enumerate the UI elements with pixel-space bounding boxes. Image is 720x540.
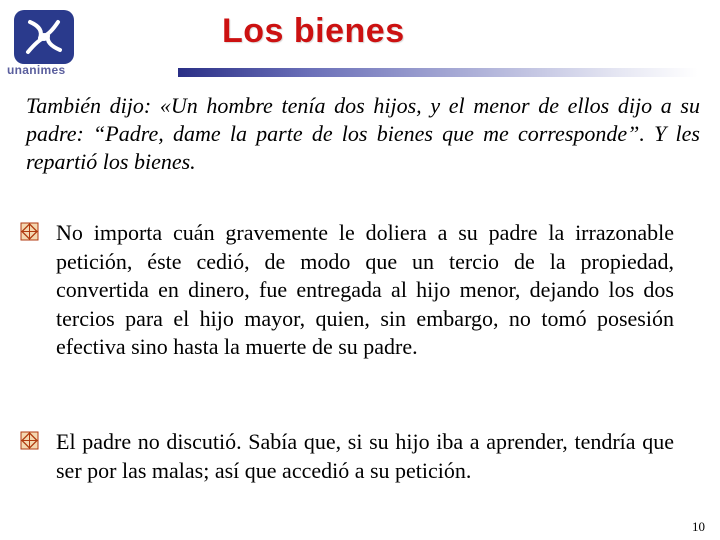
intro-quote: También dijo: «Un hombre tenía dos hijos, y el menor de ellos dijo a su padre: “Padre, dame la parte de los bienes que me corresponde”. Y les repartió los bienes. <box>26 93 700 174</box>
bullet-text: No importa cuán gravemente le doliera a su padre la irrazonable petición, éste cedió, de modo que un tercio de la propiedad, convertida en dinero, fue entregada al hijo menor, dejando los dos tercios para el hijo mayor, quien, sin embargo, no tomó posesión efectiva sino hasta la muerte de su padre. <box>56 220 674 359</box>
slide-title: Los bienes <box>222 12 405 50</box>
title-underline-bar <box>178 68 698 77</box>
page-number: 10 <box>692 519 705 534</box>
diamond-bullet-icon <box>20 222 39 241</box>
bullet-text: El padre no discutió. Sabía que, si su hijo iba a aprender, tendría que ser por las malas; así que accedió a su petición. <box>56 429 674 483</box>
logo-text: unanimes <box>7 63 66 77</box>
diamond-bullet-icon <box>20 431 39 450</box>
unanimes-logo-icon <box>12 8 76 66</box>
